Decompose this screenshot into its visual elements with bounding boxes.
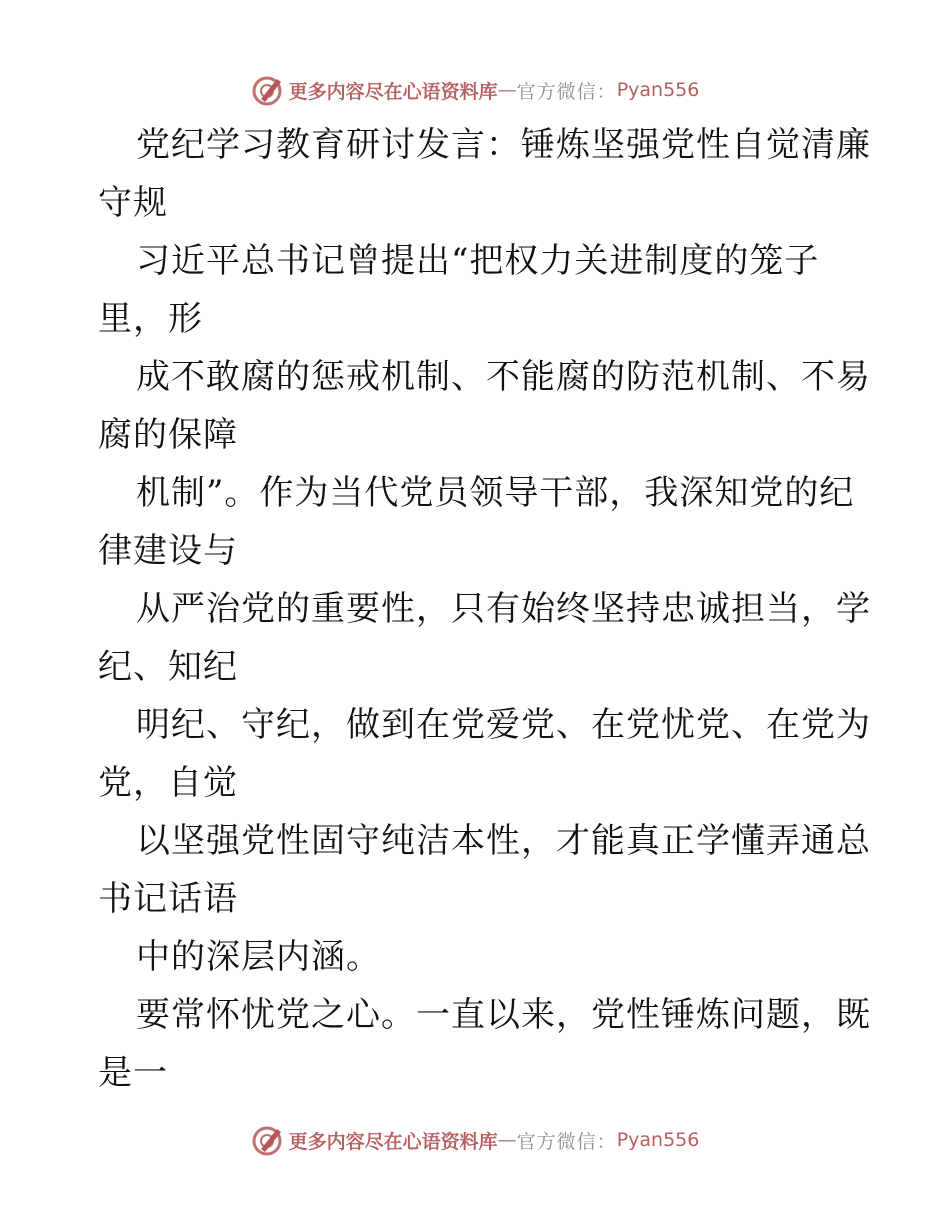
paragraph-line: 里，形 — [98, 299, 203, 339]
paragraph-line: 以坚强党性固守纯洁本性，才能真正学懂弄通总 — [136, 821, 871, 861]
paragraph-line: 纪、知纪 — [98, 647, 238, 687]
paragraph-line: 从严治党的重要性，只有始终坚持忠诚担当，学 — [136, 589, 871, 629]
paragraph-line: 腐的保障 — [98, 415, 238, 455]
watermark-official: 官方微信： — [516, 1130, 617, 1153]
pen-logo-icon — [251, 73, 285, 107]
header-watermark — [0, 70, 950, 110]
document-body — [98, 116, 871, 1102]
document-title: 党纪学习教育研讨发言：锤炼坚强党性自觉清廉 — [136, 125, 871, 165]
watermark-dash: — — [497, 79, 517, 101]
watermark-wechat-id: Pyan556 — [616, 79, 700, 101]
paragraph-line: 机制”。作为当代党员领导干部，我深知党的纪 — [136, 473, 855, 513]
watermark-wechat-id: Pyan556 — [616, 1129, 700, 1151]
watermark-dash: — — [497, 1129, 517, 1151]
footer-watermark — [0, 1120, 950, 1160]
watermark-brand: 更多内容尽在心语资料库 — [288, 80, 498, 103]
pen-logo-icon — [251, 1123, 285, 1157]
watermark-brand: 更多内容尽在心语资料库 — [288, 1130, 498, 1153]
paragraph-line: 律建设与 — [98, 531, 238, 571]
watermark-official: 官方微信： — [516, 80, 617, 103]
paragraph-line: 要常怀忧党之心。一直以来，党性锤炼问题，既 — [136, 995, 871, 1035]
paragraph-line: 是一 — [98, 1053, 168, 1093]
paragraph-line: 习近平总书记曾提出“把权力关进制度的笼子 — [136, 241, 820, 281]
paragraph-line: 明纪、守纪，做到在党爱党、在党忧党、在党为 — [136, 705, 871, 745]
paragraph-line: 中的深层内涵。 — [136, 937, 381, 977]
paragraph-line: 党，自觉 — [98, 763, 238, 803]
paragraph-line: 成不敢腐的惩戒机制、不能腐的防范机制、不易 — [136, 357, 871, 397]
document-title-cont: 守规 — [98, 183, 168, 223]
paragraph-line: 书记话语 — [98, 879, 238, 919]
